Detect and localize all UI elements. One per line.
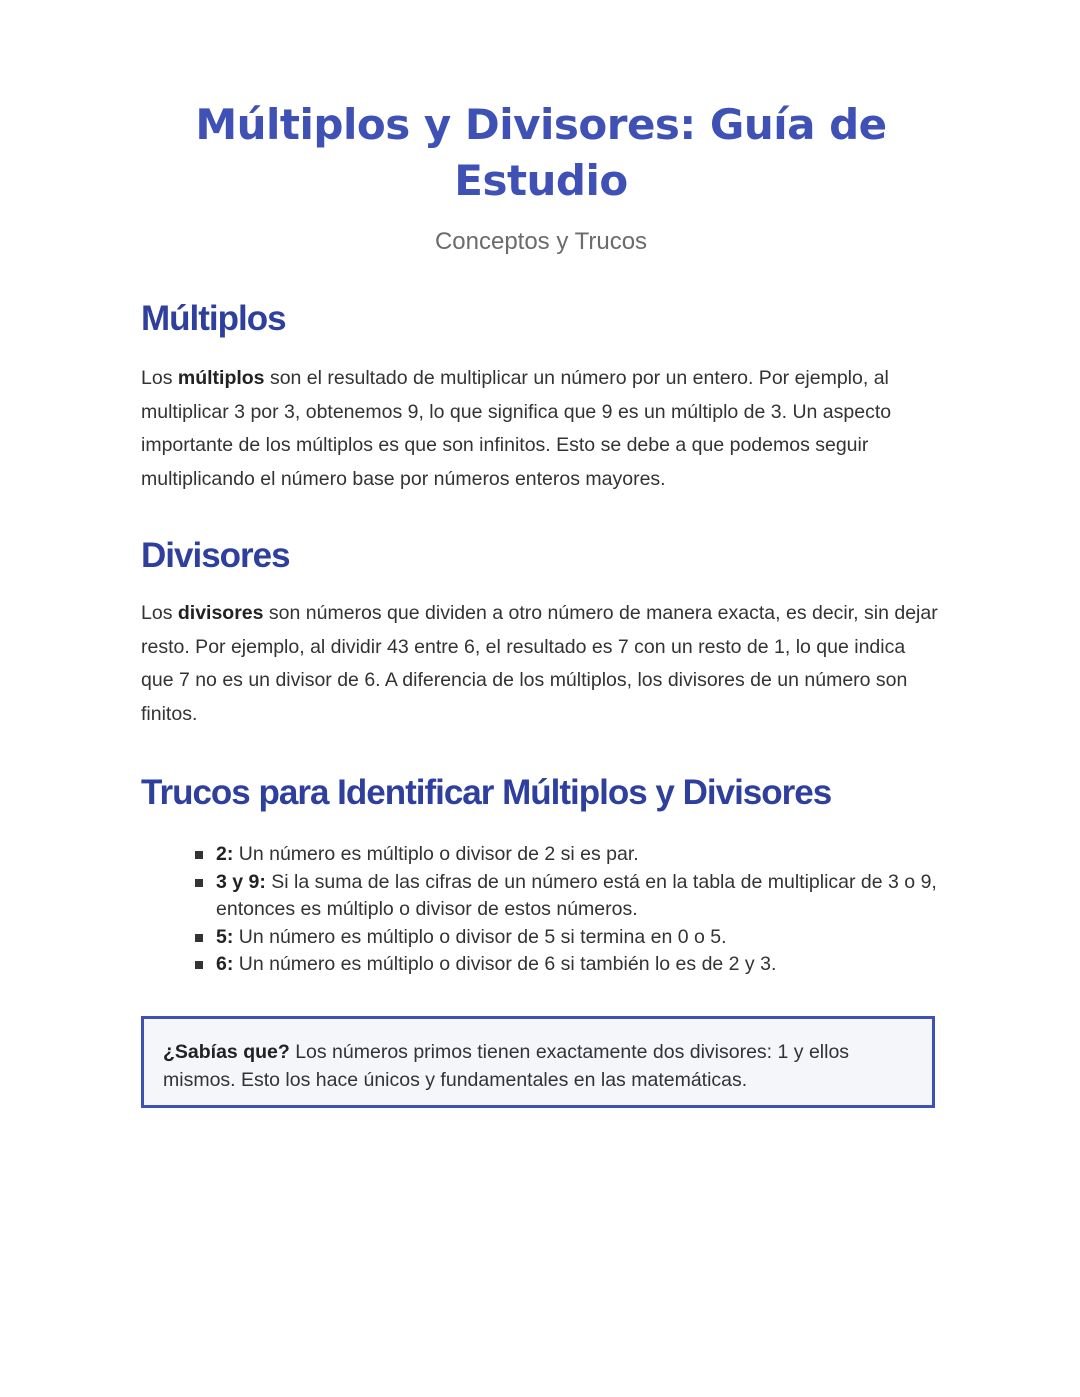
paragraph-body: son el resultado de multiplicar un número por un entero. Por ejemplo, al multiplicar 3 por 3, obtenemos 9, lo que significa que 9 es un múltiplo de 3. Un aspecto importante de los múltiplos es que son infinitos. Esto se debe a que podemos seguir multiplicando el número base por números enteros mayores. <box>141 367 892 490</box>
list-item-label: 2: <box>216 843 234 865</box>
list-item-label: 6: <box>216 953 234 975</box>
section-heading-multiplos: Múltiplos <box>141 299 286 338</box>
list-item-text: Un número es múltiplo o divisor de 6 si también lo es de 2 y 3. <box>233 953 777 975</box>
term-multiplos: múltiplos <box>177 367 265 389</box>
callout-label: ¿Sabías que? <box>163 1041 290 1063</box>
section-paragraph-multiplos <box>141 362 941 496</box>
tricks-list <box>195 841 941 979</box>
square-bullet-icon <box>195 879 203 887</box>
list-item <box>195 841 941 869</box>
section-paragraph-divisores <box>141 597 941 731</box>
list-item-label: 3 y 9: <box>216 870 266 893</box>
paragraph-body: son números que dividen a otro número de manera exacta, es decir, sin dejar resto. Por ejemplo, al dividir 43 entre 6, el resultado es 7 con un resto de 1, lo que indica que 7 no es un divisor de 6. A diferencia de los múltiplos, los divisores de un número son finitos. <box>141 602 938 725</box>
list-item <box>195 951 941 979</box>
square-bullet-icon <box>195 961 203 969</box>
page-title: Múltiplos y Divisores: Guía de Estudio <box>195 100 887 205</box>
list-item-text: Si la suma de las cifras de un número está en la tabla de multiplicar de 3 o 9, entonces es múltiplo o divisor de estos números. <box>216 870 937 920</box>
section-heading-divisores: Divisores <box>141 536 290 575</box>
paragraph-lead: Los <box>141 367 178 389</box>
term-divisores: divisores <box>177 602 264 624</box>
callout-text <box>163 1039 913 1094</box>
list-item-text: Un número es múltiplo o divisor de 2 si es par. <box>233 843 639 865</box>
section-heading-trucos: Trucos para Identificar Múltiplos y Divisores <box>141 773 832 812</box>
list-item <box>195 924 941 952</box>
square-bullet-icon <box>195 934 203 942</box>
callout-body: Los números primos tienen exactamente dos divisores: 1 y ellos mismos. Esto los hace únicos y fundamentales en las matemáticas. <box>163 1041 850 1091</box>
square-bullet-icon <box>195 851 203 859</box>
list-item-text: Un número es múltiplo o divisor de 5 si termina en 0 o 5. <box>233 925 727 948</box>
list-item-label: 5: <box>216 925 234 948</box>
paragraph-lead: Los <box>141 602 178 624</box>
fun-fact-callout <box>141 1016 935 1108</box>
list-item <box>195 869 941 924</box>
page-subtitle: Conceptos y Trucos <box>434 228 648 255</box>
